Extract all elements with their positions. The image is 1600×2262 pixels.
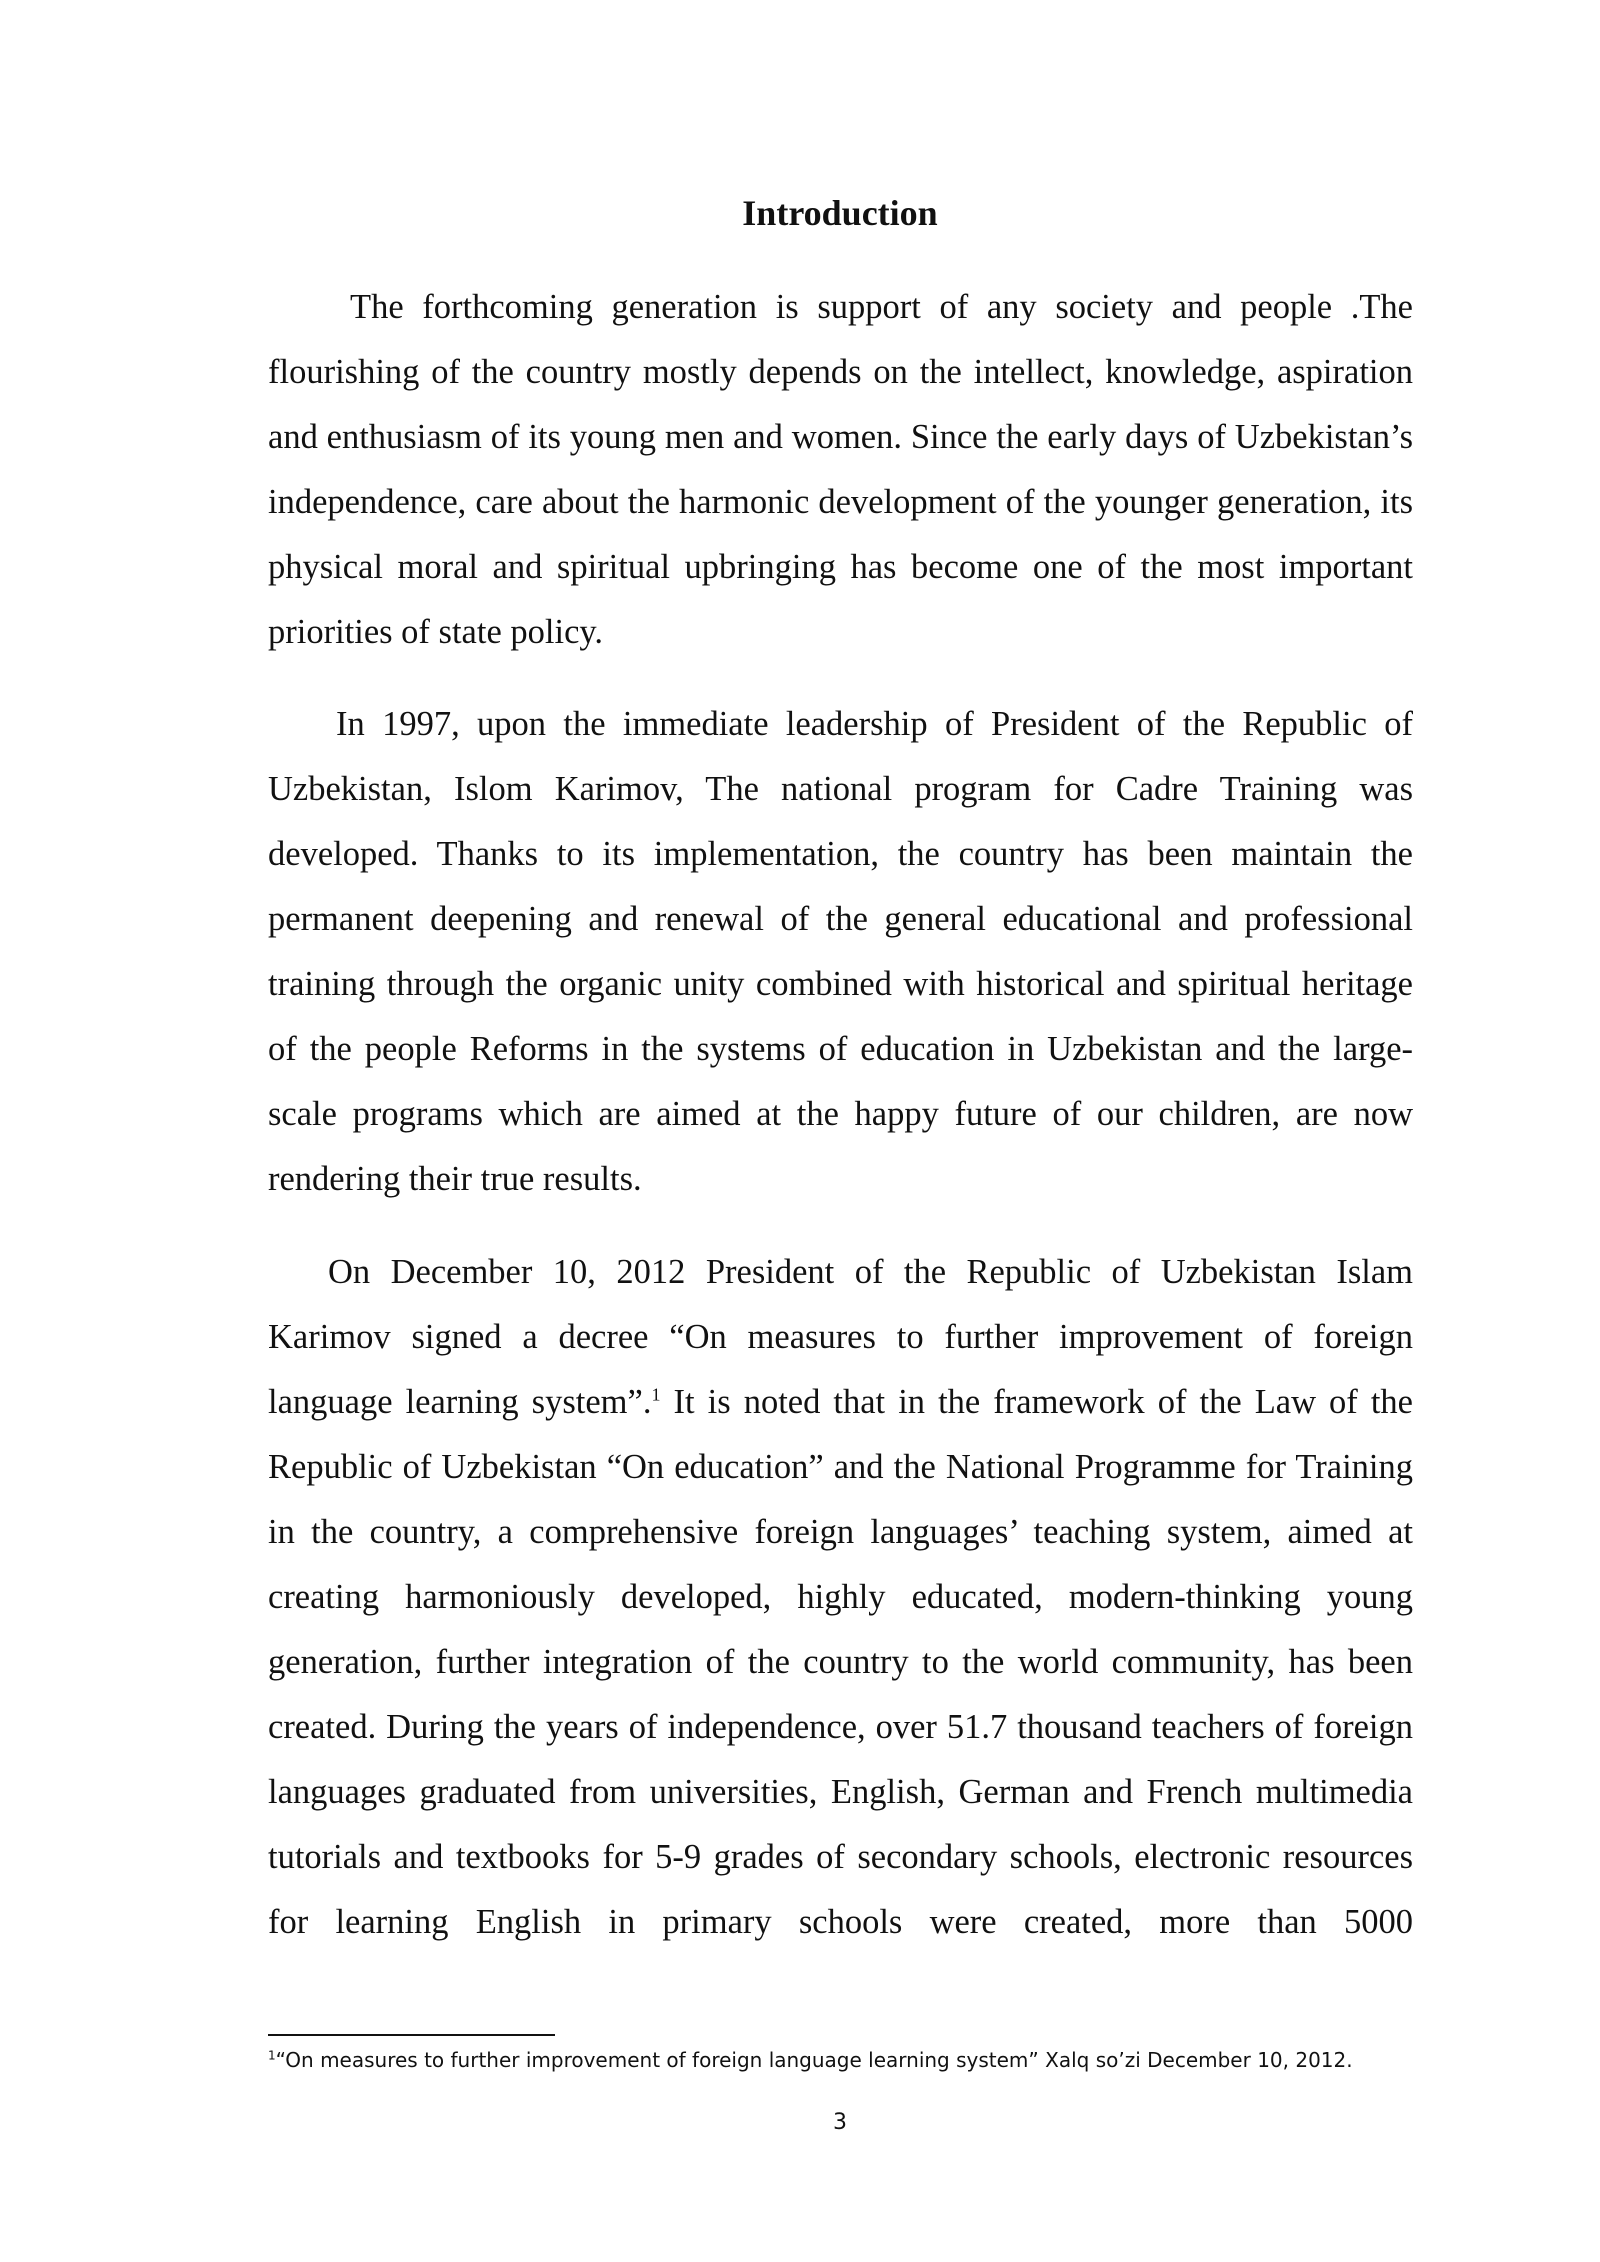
paragraph-3-part-1: On December 10, 2012 President of the Republic of Uzbekistan Islam Karimov signed a decree “On measures to further improvement of foreign language learning system”. — [268, 1253, 1413, 1421]
paragraph-1: The forthcoming generation is support of any society and people .The flourishing of the country mostly depends on the intellect, knowledge, aspiration and enthusiasm of its young men and women. Since the early days of Uzbekistan’s independence, care about the harmonic development of the younger generation, its physical moral and spiritual upbringing has become one of the most important priorities of state policy. — [268, 288, 1413, 651]
footnote — [268, 2045, 1413, 2075]
paragraph-2: In 1997, upon the immediate leadership of President of the Republic of Uzbekistan, Islom Karimov, The national program for Cadre Training was developed. Thanks to its implementation, the country has been maintain the permanent deepening and renewal of the general educational and professional training through the organic unity combined with historical and spiritual heritage of the people Reforms in the systems of education in Uzbekistan and the large- scale programs which are aimed at the happy future of our children, are now rendering their true results. — [268, 705, 1413, 1198]
footnote-separator — [268, 2034, 555, 2036]
page-number: 3 — [833, 2110, 847, 2135]
footnote-reference[interactable]: 1 — [651, 1384, 661, 1405]
paragraph-3-part-2: It is noted that in the framework of the Law of the Republic of Uzbekistan “On education” and the National Programme for Training in the country, a comprehensive foreign languages’ teaching system, aimed at creating harmoniously developed, highly educated, modern-thinking young generation, further integration of the country to the world community, has been created. During the years of independence, over 51.7 thousand teachers of foreign languages graduated from universities, English, German and French multimedia tutorials and textbooks for 5-9 grades of secondary schools, electronic resources for learning English in primary schools were created, more than 5000 — [268, 1383, 1413, 1941]
footnote-mark: 1 — [268, 2048, 276, 2063]
footnote-text: “On measures to further improvement of foreign language learning system” Xalq so’zi December 10, 2012. — [275, 2048, 1353, 2072]
page-title: Introduction — [742, 193, 938, 233]
paragraph-3 — [268, 1240, 1413, 1955]
